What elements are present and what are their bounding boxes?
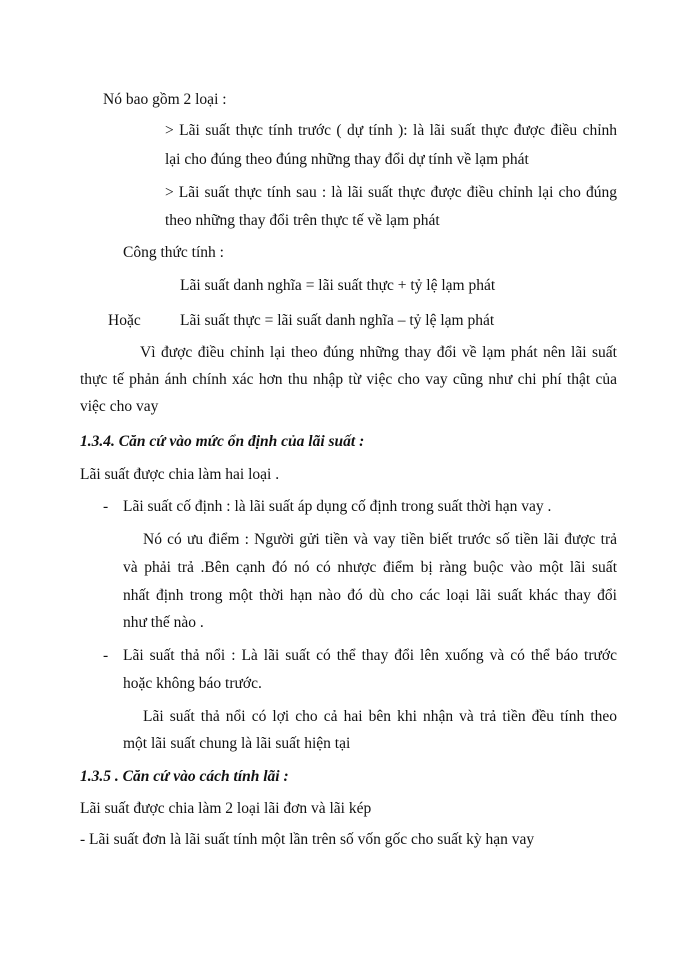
section-heading-1-3-5: 1.3.5 . Căn cứ vào cách tính lãi : xyxy=(80,768,289,785)
section-heading-1-3-4: 1.3.4. Căn cứ vào mức ổn định của lãi suất : xyxy=(80,433,365,450)
bullet-postpaid-line-2: theo những thay đổi trên thực tế về lạm phát xyxy=(165,212,440,229)
fixed-rate-dash: - xyxy=(103,498,109,515)
paragraph-adjustment-line-2: thực tế phản ánh chính xác hơn thu nhập từ việc cho vay cũng như chi phí thật của xyxy=(80,371,617,388)
floating-rate-paragraph-line-2: một lãi suất chung là lãi suất hiện tại xyxy=(123,735,351,752)
classification-text-1: Lãi suất được chia làm hai loại . xyxy=(80,466,280,483)
floating-rate-paragraph-line-1: Lãi suất thả nổi có lợi cho cả hai bên khi nhận và trả tiền đều tính theo xyxy=(143,708,617,725)
paragraph-adjustment-line-1: Vì được điều chỉnh lại theo đúng những thay đổi về lạm phát nên lãi suất xyxy=(140,344,617,361)
formula-label: Công thức tính : xyxy=(123,244,224,261)
floating-rate-definition-line-2: hoặc không báo trước. xyxy=(123,675,262,692)
paragraph-adjustment-line-3: việc cho vay xyxy=(80,398,159,415)
bullet-prepaid-line-2: lại cho đúng theo đúng những thay đổi dự tính về lạm phát xyxy=(165,151,529,168)
fixed-rate-paragraph-line-3: nhất định trong một thời hạn nào đó dù cho các loại lãi suất khác thay đổi xyxy=(123,587,617,604)
bullet-postpaid-line-1: > Lãi suất thực tính sau : là lãi suất thực được điều chỉnh lại cho đúng xyxy=(165,184,617,201)
formula-or-label: Hoặc xyxy=(108,312,141,329)
bullet-prepaid-line-1: > Lãi suất thực tính trước ( dự tính ): là lãi suất thực được điều chỉnh xyxy=(165,122,617,139)
formula-real: Lãi suất thực = lãi suất danh nghĩa – tỷ lệ lạm phát xyxy=(180,312,495,329)
fixed-rate-paragraph-line-4: như thế nào . xyxy=(123,614,204,631)
fixed-rate-paragraph-line-2: và phải trả .Bên cạnh đó nó có nhược điểm bị ràng buộc vào một lãi suất xyxy=(123,559,617,576)
fixed-rate-paragraph-line-1: Nó có ưu điểm : Người gửi tiền và vay tiền biết trước số tiền lãi được trả xyxy=(143,531,617,548)
formula-nominal: Lãi suất danh nghĩa = lãi suất thực + tỷ lệ lạm phát xyxy=(180,277,496,294)
intro-text: Nó bao gồm 2 loại : xyxy=(103,91,227,108)
floating-rate-dash: - xyxy=(103,647,109,664)
classification-text-2: Lãi suất được chia làm 2 loại lãi đơn và lãi kép xyxy=(80,800,372,817)
simple-interest-definition: - Lãi suất đơn là lãi suất tính một lần trên số vốn gốc cho suất kỳ hạn vay xyxy=(80,831,535,848)
floating-rate-definition-line-1: Lãi suất thả nổi : Là lãi suất có thể thay đổi lên xuống và có thể báo trước xyxy=(123,647,617,664)
fixed-rate-definition: Lãi suất cố định : là lãi suất áp dụng cố định trong suất thời hạn vay . xyxy=(123,498,552,515)
